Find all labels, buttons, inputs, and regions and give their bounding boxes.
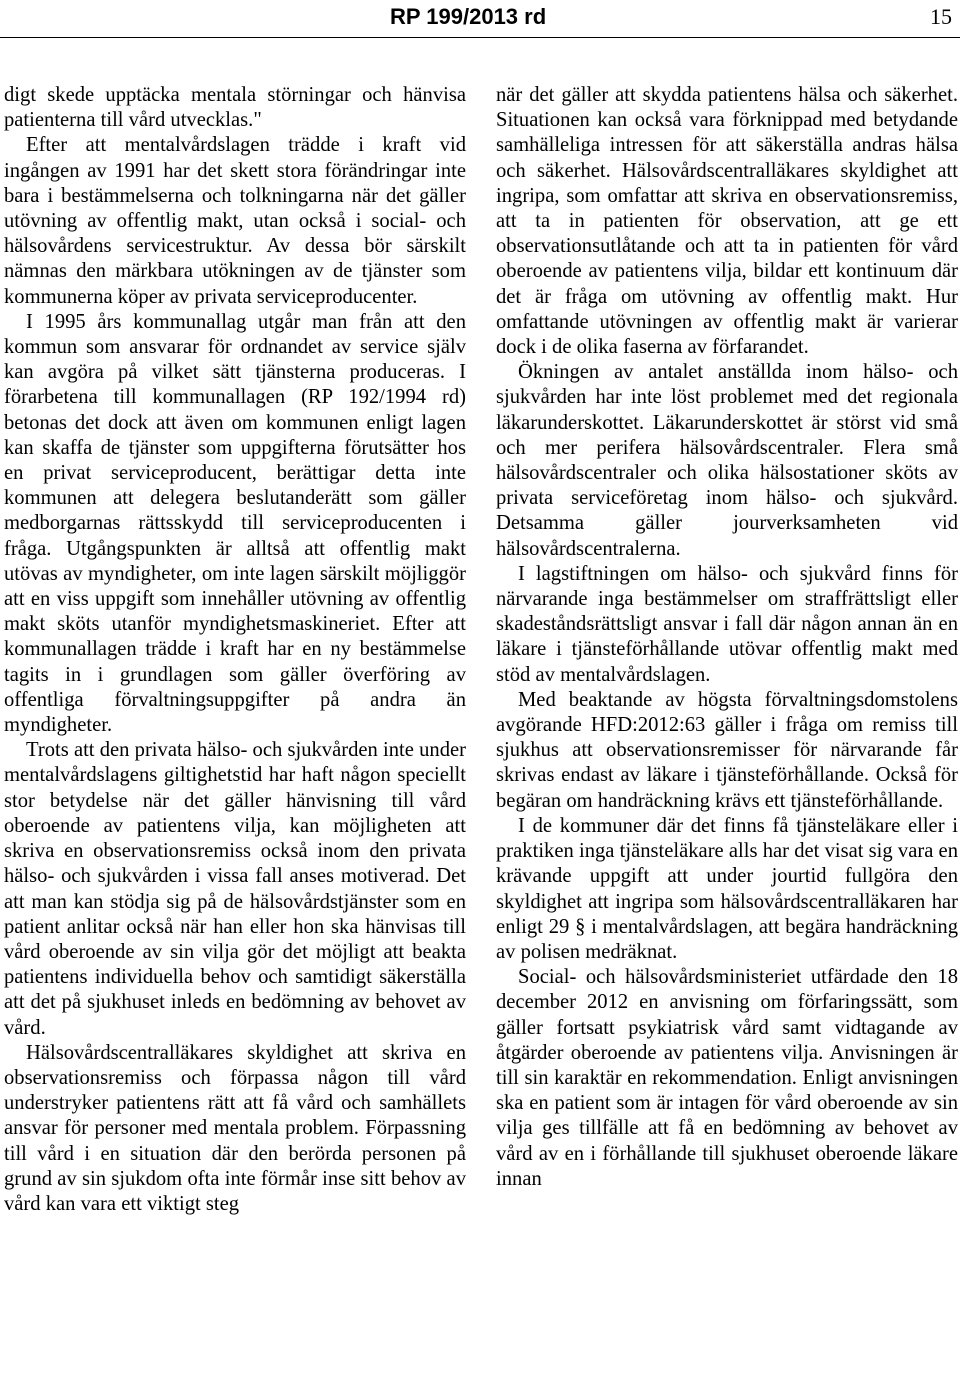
paragraph: I lagstiftningen om hälso- och sjukvård finns för närvarande inga bestämmelser om straffrättsligt eller skadeståndsrättsligt ansvar i fall där någon annan än en läkare i tjänsteförhållande utövar offentlig makt med stöd av mentalvårdslagen. <box>496 562 958 686</box>
paragraph: I 1995 års kommunallag utgår man från att den kommun som ansvarar för ordnandet av service själv kan avgöra på vilket sätt tjänsterna produceras. I förarbetena till kommunallagen (RP 192/1994 rd) betonas det dock att även om kommunen enligt lagen kan skaffa de tjänster som uppgifterna förutsätter hos en privat serviceproducent, berättigar detta inte kommunen att delegera beslutanderätt som gäller medborgarnas rättsskydd till serviceproducenten i fråga. Utgångspunkten är alltså att offentlig makt utövas av myndigheter, om inte lagen särskilt möjliggör att en viss uppgift som innehåller utövning av offentlig makt sköts utanför myndighetsmaskineriet. Efter att kommunallagen trädde i kraft har en ny bestämmelse tagits in i grundlagen som gäller överföring av offentliga förvaltningsuppgifter på andra än myndigheter. <box>4 310 466 737</box>
document-reference: RP 199/2013 rd <box>390 4 547 29</box>
paragraph: Social- och hälsovårdsministeriet utfärdade den 18 december 2012 en anvisning om förfaringssätt, som gäller fortsatt psykiatrisk vård samt vidtagande av åtgärder oberoende av patientens vilja. Anvisningen är till sin karaktär en rekommendation. Enligt anvisningen ska en patient som är intagen för vård oberoende av sin vilja ges tillfälle att få en bedömning av behovet av vård av en i förhållande till sjukhuset oberoende läkare innan <box>496 966 958 1190</box>
page-number: 15 <box>930 4 952 29</box>
header-divider <box>0 37 960 38</box>
paragraph: Med beaktande av högsta förvaltningsdomstolens avgörande HFD:2012:63 gäller i fråga om remiss till sjukhus att observationsremisser för närvarande får skrivas endast av läkare i tjänsteförhållande. Också för begäran om handräckning krävs ett tjänsteförhållande. <box>496 688 958 812</box>
paragraph: när det gäller att skydda patientens hälsa och säkerhet. Situationen kan också vara förknippad med betydande samhälleliga intressen för att säkerställa andras hälsa och säkerhet. Hälsovårdscentralläkares skyldighet att ingripa, som omfattar att skriva en observationsremiss, att ta in patienten för observation, att ge ett observationsutlåtande och att ta in patienten för vård oberoende av patientens vilja, bildar ett kontinuum där det är fråga om utövning av offentlig makt. Hur omfattande utövningen av offentlig makt är varierar dock i de olika faserna av förfarandet. <box>496 84 958 359</box>
paragraph: Trots att den privata hälso- och sjukvården inte under mentalvårdslagens giltighetstid har haft någon speciellt stor betydelse när det gäller hänvisning till vård oberoende av patientens vilja, kan möjligheten att skriva en observationsremiss också inom den privata hälso- och sjukvården i vissa fall anses motiverad. Det att man kan stödja sig på de hälsovårdstjänster som en patient anlitar också när han eller hon ska hänvisas till vård oberoende av sin vilja gör det möjligt att beakta patientens individuella behov och samtidigt säkerställa att det på sjukhuset inleds en bedömning av behovet av vård. <box>4 739 466 1039</box>
page-header <box>0 4 960 30</box>
paragraph: Ökningen av antalet anställda inom hälso- och sjukvården har inte löst problemet med det regionala läkarunderskottet. Läkarunderskottet är störst vid små och mer perifera hälsovårdscentraler. Flera små hälsovårdscentraler och olika hälsostationer sköts av privata serviceföretag inom hälso- och sjukvård. Detsamma gäller jourverksamheten vid hälsovårdscentralerna. <box>496 361 958 560</box>
paragraph: digt skede upptäcka mentala störningar och hänvisa patienterna till vård utvecklas." <box>4 84 466 132</box>
paragraph: Hälsovårdscentralläkares skyldighet att skriva en observationsremiss och förpassa någon till vård understryker patientens rätt att få vård och samhällets ansvar för personer med mentala problem. Förpassning till vård i en situation där den berörda personen på grund av sin sjukdom ofta inte förmår inse sitt behov av vård kan vara ett viktigt steg <box>4 1041 466 1215</box>
left-column <box>4 83 466 1217</box>
paragraph: I de kommuner där det finns få tjänsteläkare eller i praktiken inga tjänsteläkare alls har det visat sig vara en krävande uppgift att under jourtid fullgöra den skyldighet att ingripa som hälsovårdscentralläkaren har enligt 29 § i mentalvårdslagen, att begära handräckning av polisen medräknat. <box>496 814 958 963</box>
right-column <box>496 83 958 1192</box>
paragraph: Efter att mentalvårdslagen trädde i kraft vid ingången av 1991 har det skett stora förändringar inte bara i bestämmelserna och tolkningarna när det gäller utövning av offentlig makt, utan också i social- och hälsovårdens servicestruktur. Av dessa bör särskilt nämnas den märkbara utökningen av de tjänster som kommunerna köper av privata serviceproducenter. <box>4 134 466 308</box>
